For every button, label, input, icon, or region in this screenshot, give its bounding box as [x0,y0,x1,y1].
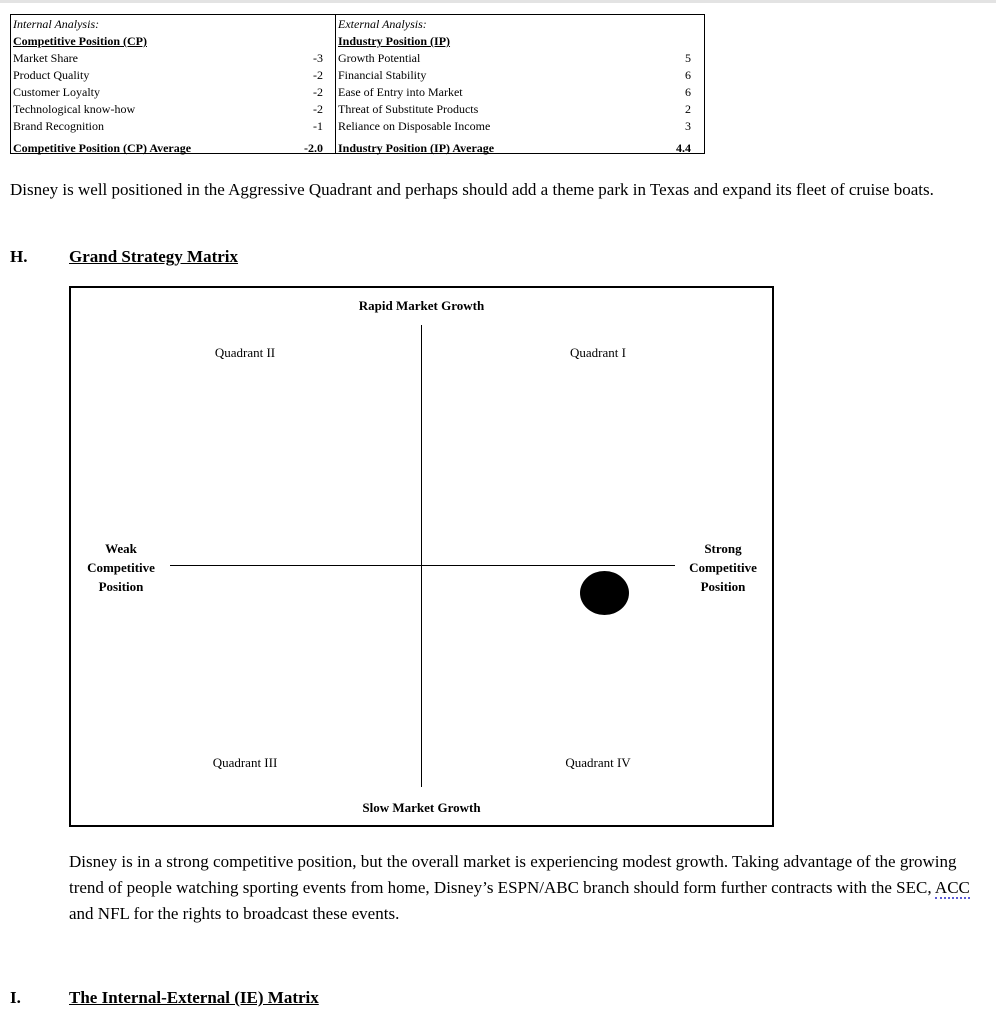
cp-average-row [13,140,323,157]
table-row [13,84,323,101]
section-title: The Internal-External (IE) Matrix [69,988,319,1007]
quadrant-ii-label: Quadrant II [214,345,276,360]
row-label: Financial Stability [338,68,427,82]
section-h-heading [10,247,410,271]
quadrant-iii-label: Quadrant III [212,755,278,770]
row-value: -1 [313,119,323,133]
row-value: 6 [685,68,691,82]
ip-average-row [338,140,691,157]
table-row [13,50,323,67]
row-label: Ease of Entry into Market [338,85,463,99]
table-row [13,67,323,84]
external-header: External Analysis: [338,17,427,31]
internal-subheader: Competitive Position (CP) [13,34,147,48]
external-analysis-column [338,16,691,155]
average-label: Competitive Position (CP) Average [13,141,192,155]
row-value: 5 [685,51,691,65]
average-label: Industry Position (IP) Average [338,141,495,155]
grand-strategy-matrix [69,286,774,827]
row-label: Growth Potential [338,51,421,65]
rapid-market-growth-label: Rapid Market Growth [358,298,485,313]
acc-spellcheck-word[interactable]: ACC [934,878,970,897]
row-label: Product Quality [13,68,90,82]
section-letter: I. [10,988,21,1007]
row-label: Market Share [13,51,78,65]
quadrant-i-label: Quadrant I [570,345,626,360]
internal-header: Internal Analysis: [13,17,100,31]
internal-analysis-column [13,16,323,155]
paragraph-text: Disney is in a strong competitive position, but the overall market is experiencing modest growth. Taking advantage of the growing trend of people watching sporting events from home, Disney’s ESPN/ABC branch should form further contracts with the SEC, [69,852,957,897]
aggressive-quadrant-paragraph: Disney is well positioned in the Aggressive Quadrant and perhaps should add a theme park in Texas and expand its fleet of cruise boats. [10,180,934,199]
row-label: Customer Loyalty [13,85,100,99]
row-label: Brand Recognition [13,119,104,133]
external-subheader: Industry Position (IP) [338,34,451,48]
label-line: Position [98,579,144,594]
row-label: Threat of Substitute Products [338,102,479,116]
paragraph-text: and NFL for the rights to broadcast these events. [69,904,400,923]
row-value: -2 [313,102,323,116]
average-value: -2.0 [304,141,323,155]
table-row [338,67,691,84]
table-row [338,50,691,67]
row-label: Technological know-how [13,102,136,116]
row-value: 6 [685,85,691,99]
label-line: Strong [704,541,742,556]
analysis-table [10,14,705,154]
row-value: 2 [685,102,691,116]
average-value: 4.4 [676,141,691,155]
row-value: -3 [313,51,323,65]
table-row [13,101,323,118]
weak-competitive-position-label [75,539,167,596]
label-line: Weak [105,541,137,556]
row-value: -2 [313,68,323,82]
horizontal-axis [170,565,675,566]
section-i-heading [10,988,510,1012]
row-value: -2 [313,85,323,99]
label-line: Competitive [87,560,155,575]
table-row [338,84,691,101]
disney-position-marker [580,571,629,615]
table-row [338,118,691,135]
table-row [13,118,323,135]
strong-competitive-position-label [678,539,768,596]
vertical-axis [421,325,422,787]
competitive-position-paragraph [69,849,989,927]
table-row [338,101,691,118]
section-title: Grand Strategy Matrix [69,247,239,266]
row-label: Reliance on Disposable Income [338,119,491,133]
section-letter: H. [10,247,28,266]
table-divider [335,15,336,153]
label-line: Position [700,579,746,594]
quadrant-iv-label: Quadrant IV [565,755,631,770]
slow-market-growth-label: Slow Market Growth [362,800,481,815]
top-border [0,0,996,3]
row-value: 3 [685,119,691,133]
label-line: Competitive [689,560,757,575]
